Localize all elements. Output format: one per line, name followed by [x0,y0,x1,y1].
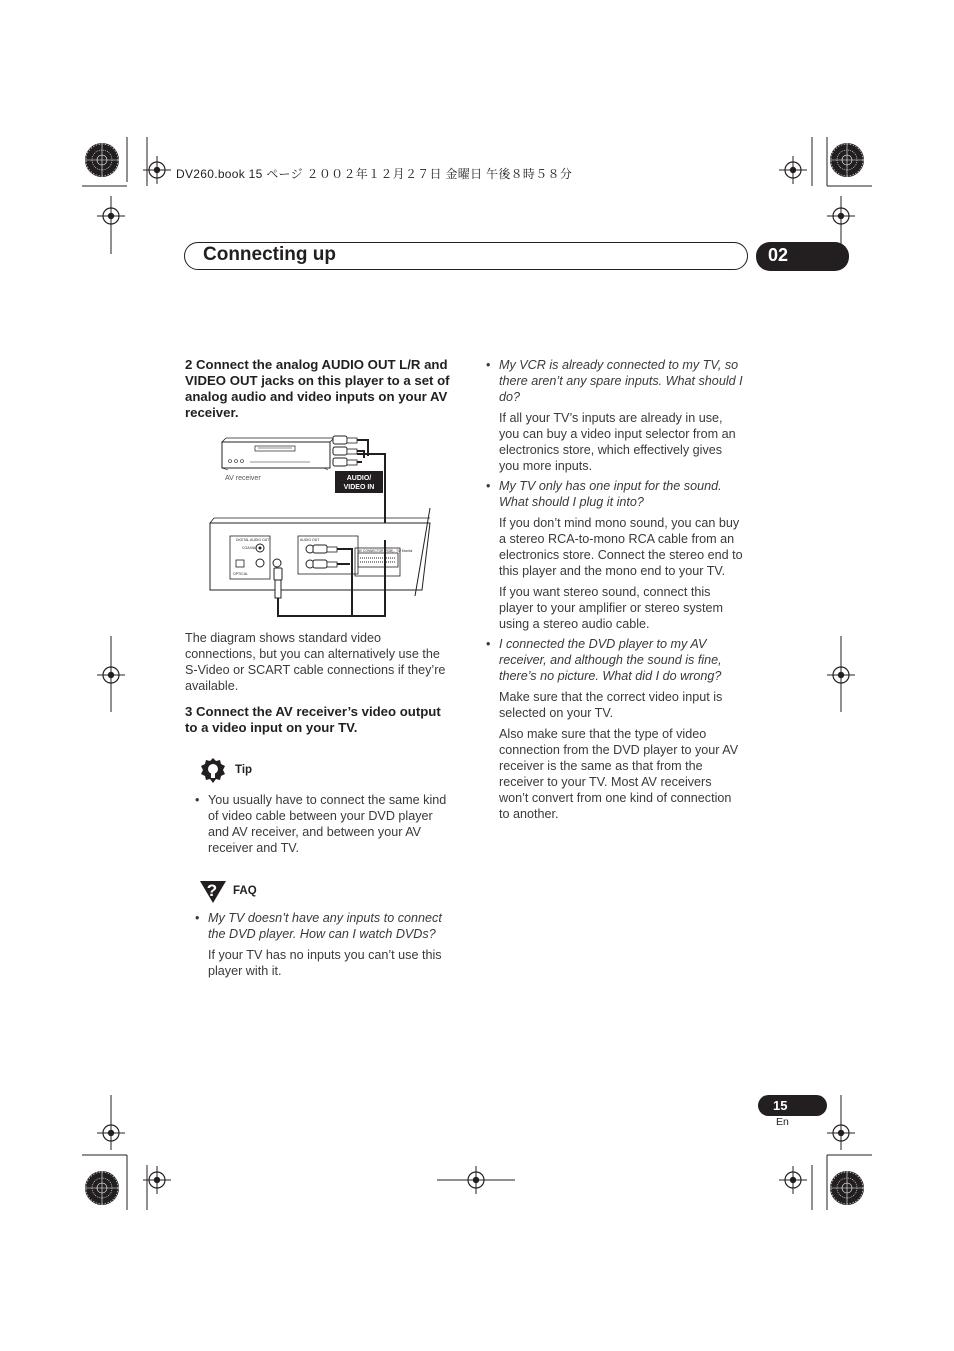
faq-answer-2: If all your TV’s inputs are already in use, you can buy a video input selector from an electronics store, which effectively gives you more inputs. [499,411,736,473]
section-title: Connecting up [203,244,336,265]
faq-list [486,357,744,822]
starburst-target-icon [830,1171,864,1205]
input-label-line2: VIDEO IN [343,484,375,491]
faq-answer-4a: Make sure that the correct video input is selected on your TV. [499,690,723,720]
starburst-target-icon [85,143,119,177]
faq-answer-1: If your TV has no inputs you can’t use this player with it. [208,948,442,978]
bullet-icon: • [195,911,200,925]
starburst-target-icon [85,1171,119,1205]
chapter-number: 02 [768,245,789,265]
faq-question-2: My VCR is already connected to my TV, so there aren’t any spare inputs. What should I do? [499,358,743,404]
svg-text:?: ? [206,881,218,900]
svg-text:AV CONNECTOR (RGB) - TV/ Monit: AV CONNECTOR (RGB) - TV/ Monitor [358,549,413,553]
bullet-icon: • [486,637,491,651]
connection-diagram [200,428,450,628]
bullet-icon: • [486,479,491,493]
faq-question-4: I connected the DVD player to my AV receiver, and although the sound is fine, there’s no picture. What did I do wrong? [499,637,722,683]
step-2-heading: 2 Connect the analog AUDIO OUT L/R and VIDEO OUT jacks on this player to a set of analog audio and video inputs on your AV receiver. [185,357,450,420]
registration-mark-icon [779,1166,807,1194]
faq-label: FAQ [233,885,257,897]
tip-item [195,792,457,856]
faq-answer-3a: If you don’t mind mono sound, you can buy a stereo RCA-to-mono RCA cable from an electronics store. Connect the stereo end to this player and the mono end to your TV. [499,516,743,578]
av-receiver-illustration [222,438,334,470]
svg-text:AUDIO OUT: AUDIO OUT [300,538,320,542]
faq-question-3: My TV only has one input for the sound. What should I plug it into? [499,479,722,509]
diagram-paragraph: The diagram shows standard video connections, but you can alternatively use the S-Video or SCART cable connections if they’re available. [185,631,446,693]
page-number: 15 [773,1098,788,1113]
faq-answer-3b: If you want stereo sound, connect this player to your amplifier or stereo system using a stereo audio cable. [499,585,723,631]
bullet-icon: • [486,358,491,372]
svg-text:OPTICAL: OPTICAL [233,572,248,576]
language-code: En [776,1116,789,1128]
step-3-heading: 3 Connect the AV receiver’s video output to a video input on your TV. [185,704,441,735]
receiver-label: AV receiver [225,475,261,482]
question-mark-icon [199,878,227,904]
tip-text: You usually have to connect the same kind of video cable between your DVD player and AV receiver, and between your AV receiver and TV. [208,793,447,855]
svg-text:COAXIAL: COAXIAL [242,546,258,550]
starburst-target-icon [830,143,864,177]
print-header: DV260.book 15 ページ ２００２年１２月２７日 金曜日 午後８時５８分 [176,167,573,181]
faq-question-1: My TV doesn’t have any inputs to connect the DVD player. How can I watch DVDs? [208,911,442,941]
registration-mark-icon [779,156,807,184]
bullet-icon: • [195,793,200,807]
input-label-line1: AUDIO/ [346,475,372,482]
svg-text:DIGITAL AUDIO OUT: DIGITAL AUDIO OUT [236,538,270,542]
tip-label: Tip [235,764,253,776]
page-number-badge [758,1095,827,1116]
lightbulb-icon [199,757,227,785]
faq-item-1 [195,910,457,979]
faq-answer-4b: Also make sure that the type of video connection from the DVD player to your AV receiver is the same as that from the receiver to your TV. Most AV receivers won’t convert from one kind of connection to another. [499,727,739,821]
